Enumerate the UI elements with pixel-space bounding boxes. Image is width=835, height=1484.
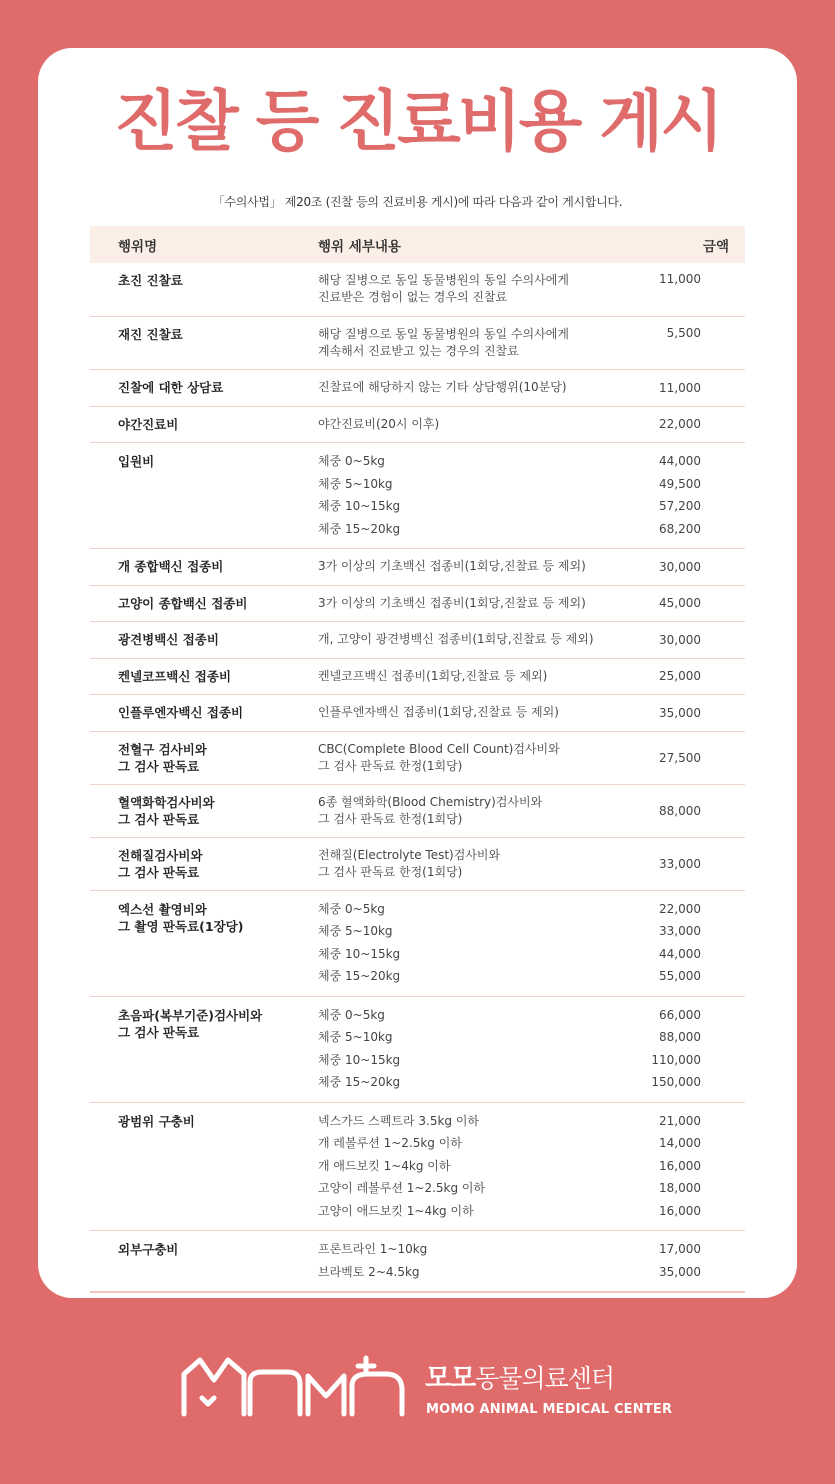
row-name-line: 그 검사 판독료	[118, 864, 200, 880]
row-name-line: 그 검사 판독료	[118, 758, 200, 774]
detail-text: 3가 이상의 기초백신 접종비(1회당,진찰료 등 제외)	[318, 559, 586, 574]
detail-text: CBC(Complete Blood Cell Count)검사비와	[318, 741, 560, 756]
row-detail	[318, 1103, 648, 1223]
price-value: 25,000	[659, 669, 701, 684]
price-value: 30,000	[659, 559, 701, 574]
row-name-line: 혈액화학검사비와	[118, 794, 215, 810]
price-value: 110,000	[651, 1052, 701, 1067]
row-detail	[318, 1231, 648, 1283]
row-name-line: 전혈구 검사비와	[118, 741, 207, 757]
row-name-line: 개 종합백신 접종비	[118, 559, 224, 575]
table-row	[90, 442, 745, 548]
row-name	[90, 668, 318, 685]
row-detail	[318, 741, 648, 775]
row-detail	[318, 704, 648, 721]
row-name	[90, 1103, 318, 1223]
detail-text: 전해질(Electrolyte Test)검사비와	[318, 847, 501, 862]
row-detail	[318, 631, 648, 648]
detail-item: 개 애드보킷 1~4kg 이하	[318, 1158, 451, 1173]
table-row	[90, 837, 745, 890]
row-name	[90, 631, 318, 648]
row-price	[648, 596, 745, 610]
table-row	[90, 731, 745, 784]
detail-item: 체중 5~10kg	[318, 476, 393, 491]
row-name-line: 전해질검사비와	[118, 847, 203, 863]
brand-name-sub: 동물의료센터	[475, 1364, 615, 1393]
detail-text: 켄넬코프백신 접종비(1회당,진찰료 등 제외)	[318, 668, 548, 683]
row-detail	[318, 668, 648, 685]
row-name-line: 고양이 종합백신 접종비	[118, 595, 248, 611]
detail-text: 야간진료비(20시 이후)	[318, 416, 440, 431]
row-detail	[318, 443, 648, 540]
row-price	[648, 633, 745, 647]
row-name	[90, 443, 318, 540]
detail-text: 3가 이상의 기초백신 접종비(1회당,진찰료 등 제외)	[318, 595, 586, 610]
row-name	[90, 558, 318, 575]
price-value: 35,000	[659, 1264, 701, 1279]
row-price	[648, 669, 745, 683]
table-header	[90, 226, 745, 263]
detail-item: 체중 15~20kg	[318, 521, 401, 536]
header-detail: 행위 세부내용	[318, 238, 401, 255]
row-name-line: 초음파(복부기준)검사비와	[118, 1007, 263, 1023]
header-name: 행위명	[118, 238, 158, 255]
price-value: 27,500	[659, 750, 701, 765]
detail-item: 개 레볼루션 1~2.5kg 이하	[318, 1136, 462, 1150]
detail-item: 브라벡토 2~4.5kg	[318, 1264, 420, 1279]
row-detail	[318, 595, 648, 612]
price-value: 55,000	[659, 969, 701, 983]
detail-text: 그 검사 판독료 한정(1회당)	[318, 864, 463, 879]
detail-text: 개, 고양이 광견병백신 접종비(1회당,진찰료 등 제외)	[318, 632, 594, 647]
row-detail	[318, 847, 648, 881]
table-row	[90, 316, 745, 369]
page-subtitle: 「수의사법」 제20조 (진찰 등의 진료비용 게시)에 따라 다음과 같이 게시합니다.	[212, 195, 623, 209]
row-name-line: 외부구충비	[118, 1242, 179, 1257]
row-price	[648, 857, 745, 871]
price-value: 57,200	[659, 499, 701, 513]
price-table	[90, 226, 745, 1293]
row-detail	[318, 891, 648, 988]
detail-text: 계속해서 진료받고 있는 경우의 진찰료	[318, 344, 519, 358]
price-value: 5,500	[666, 326, 701, 340]
table-row	[90, 1230, 745, 1291]
row-price	[648, 263, 745, 286]
table-body	[90, 263, 745, 1291]
row-name	[90, 891, 318, 988]
detail-text: 해당 질병으로 동일 동물병원의 동일 수의사에게	[318, 273, 569, 287]
price-value: 45,000	[659, 596, 701, 611]
row-name	[90, 794, 318, 828]
price-value: 33,000	[659, 924, 701, 938]
price-value: 22,000	[659, 901, 701, 916]
detail-text: 그 검사 판독료 한정(1회당)	[318, 758, 463, 773]
brand-name-english: MOMO ANIMAL MEDICAL CENTER	[426, 1402, 673, 1417]
row-name-line: 그 검사 판독료	[118, 1024, 200, 1040]
detail-item: 체중 15~20kg	[318, 969, 401, 983]
table-row	[90, 658, 745, 695]
row-price	[648, 417, 745, 431]
price-value: 33,000	[659, 856, 701, 871]
row-name	[90, 997, 318, 1094]
price-value: 17,000	[659, 1242, 701, 1256]
table-row	[90, 263, 745, 316]
row-name-line: 광견병백신 접종비	[118, 632, 219, 648]
row-name	[90, 595, 318, 612]
row-name	[90, 416, 318, 433]
row-name-line: 켄넬코프백신 접종비	[118, 668, 232, 684]
row-price	[648, 804, 745, 818]
row-price	[648, 317, 745, 340]
row-name	[90, 847, 318, 881]
price-value: 49,500	[659, 476, 701, 491]
row-name-line: 입원비	[118, 454, 155, 469]
brand-name-korean	[425, 1356, 614, 1395]
price-value: 88,000	[659, 803, 701, 818]
table-row	[90, 694, 745, 731]
table-row	[90, 548, 745, 585]
detail-item: 고양이 애드보킷 1~4kg 이하	[318, 1203, 474, 1218]
row-detail	[318, 379, 648, 396]
detail-item: 체중 5~10kg	[318, 924, 393, 938]
detail-item: 체중 10~15kg	[318, 499, 401, 513]
row-name-line: 인플루엔자백신 접종비	[118, 705, 244, 721]
row-name	[90, 1231, 318, 1283]
table-row	[90, 996, 745, 1102]
row-detail	[318, 263, 648, 316]
table-row	[90, 621, 745, 658]
row-name	[90, 704, 318, 721]
detail-item: 넥스가드 스펙트라 3.5kg 이하	[318, 1113, 480, 1128]
detail-item: 체중 10~15kg	[318, 1052, 401, 1067]
price-value: 11,000	[659, 272, 701, 286]
table-row	[90, 1102, 745, 1231]
row-name	[90, 263, 318, 316]
row-name-line: 야간진료비	[118, 416, 179, 432]
price-value: 68,200	[659, 521, 701, 536]
price-value: 44,000	[659, 454, 701, 468]
table-row	[90, 890, 745, 996]
price-value: 88,000	[659, 1030, 701, 1044]
row-name-line: 그 촬영 판독료(1장당)	[118, 918, 244, 934]
row-price	[648, 706, 745, 720]
row-detail	[318, 558, 648, 575]
detail-text: 해당 질병으로 동일 동물병원의 동일 수의사에게	[318, 327, 569, 341]
detail-text: 6종 혈액화학(Blood Chemistry)검사비와	[318, 794, 543, 809]
row-price	[648, 443, 745, 540]
detail-text: 진찰료에 해당하지 않는 기타 상담행위(10분당)	[318, 380, 567, 395]
detail-text: 진료받은 경험이 없는 경우의 진찰료	[318, 290, 508, 304]
row-price	[648, 891, 745, 988]
price-value: 21,000	[659, 1113, 701, 1128]
table-row	[90, 585, 745, 622]
detail-item: 프론트라인 1~10kg	[318, 1242, 428, 1256]
row-price	[648, 381, 745, 395]
price-value: 66,000	[659, 1007, 701, 1022]
row-detail	[318, 317, 648, 369]
price-value: 35,000	[659, 705, 701, 720]
price-value: 16,000	[659, 1158, 701, 1173]
row-name-line: 초진 진찰료	[118, 273, 183, 288]
row-detail	[318, 794, 648, 828]
price-value: 22,000	[659, 417, 701, 432]
table-row	[90, 369, 745, 406]
price-value: 16,000	[659, 1203, 701, 1218]
price-value: 44,000	[659, 946, 701, 961]
price-value: 30,000	[659, 632, 701, 647]
detail-text: 인플루엔자백신 접종비(1회당,진찰료 등 제외)	[318, 705, 559, 720]
page-title: 진찰 등 진료비용 게시	[114, 83, 721, 160]
row-name-line: 광범위 구충비	[118, 1113, 195, 1129]
row-detail	[318, 997, 648, 1094]
row-price	[648, 1103, 745, 1223]
row-name	[90, 741, 318, 775]
price-value: 11,000	[659, 380, 701, 395]
row-price	[648, 751, 745, 765]
row-price	[648, 997, 745, 1094]
detail-item: 체중 5~10kg	[318, 1030, 393, 1044]
detail-item: 체중 0~5kg	[318, 901, 385, 916]
row-detail	[318, 416, 648, 433]
brand-name-main: 모모	[425, 1363, 476, 1394]
table-row	[90, 784, 745, 837]
price-value: 14,000	[659, 1136, 701, 1150]
row-name-line: 엑스선 촬영비와	[118, 901, 207, 917]
detail-item: 고양이 레볼루션 1~2.5kg 이하	[318, 1181, 486, 1195]
detail-text: 그 검사 판독료 한정(1회당)	[318, 811, 463, 826]
row-price	[648, 1231, 745, 1283]
row-name	[90, 379, 318, 396]
price-value: 18,000	[659, 1181, 701, 1195]
row-name-line: 진찰에 대한 상담료	[118, 380, 224, 396]
header-price: 금액	[702, 238, 729, 255]
row-name	[90, 317, 318, 369]
table-row	[90, 406, 745, 443]
detail-item: 체중 0~5kg	[318, 454, 385, 468]
detail-item: 체중 0~5kg	[318, 1007, 385, 1022]
row-name-line: 재진 진찰료	[118, 327, 183, 342]
detail-item: 체중 15~20kg	[318, 1075, 401, 1089]
price-value: 150,000	[651, 1075, 701, 1089]
row-name-line: 그 검사 판독료	[118, 811, 200, 827]
row-price	[648, 560, 745, 574]
detail-item: 체중 10~15kg	[318, 946, 401, 961]
